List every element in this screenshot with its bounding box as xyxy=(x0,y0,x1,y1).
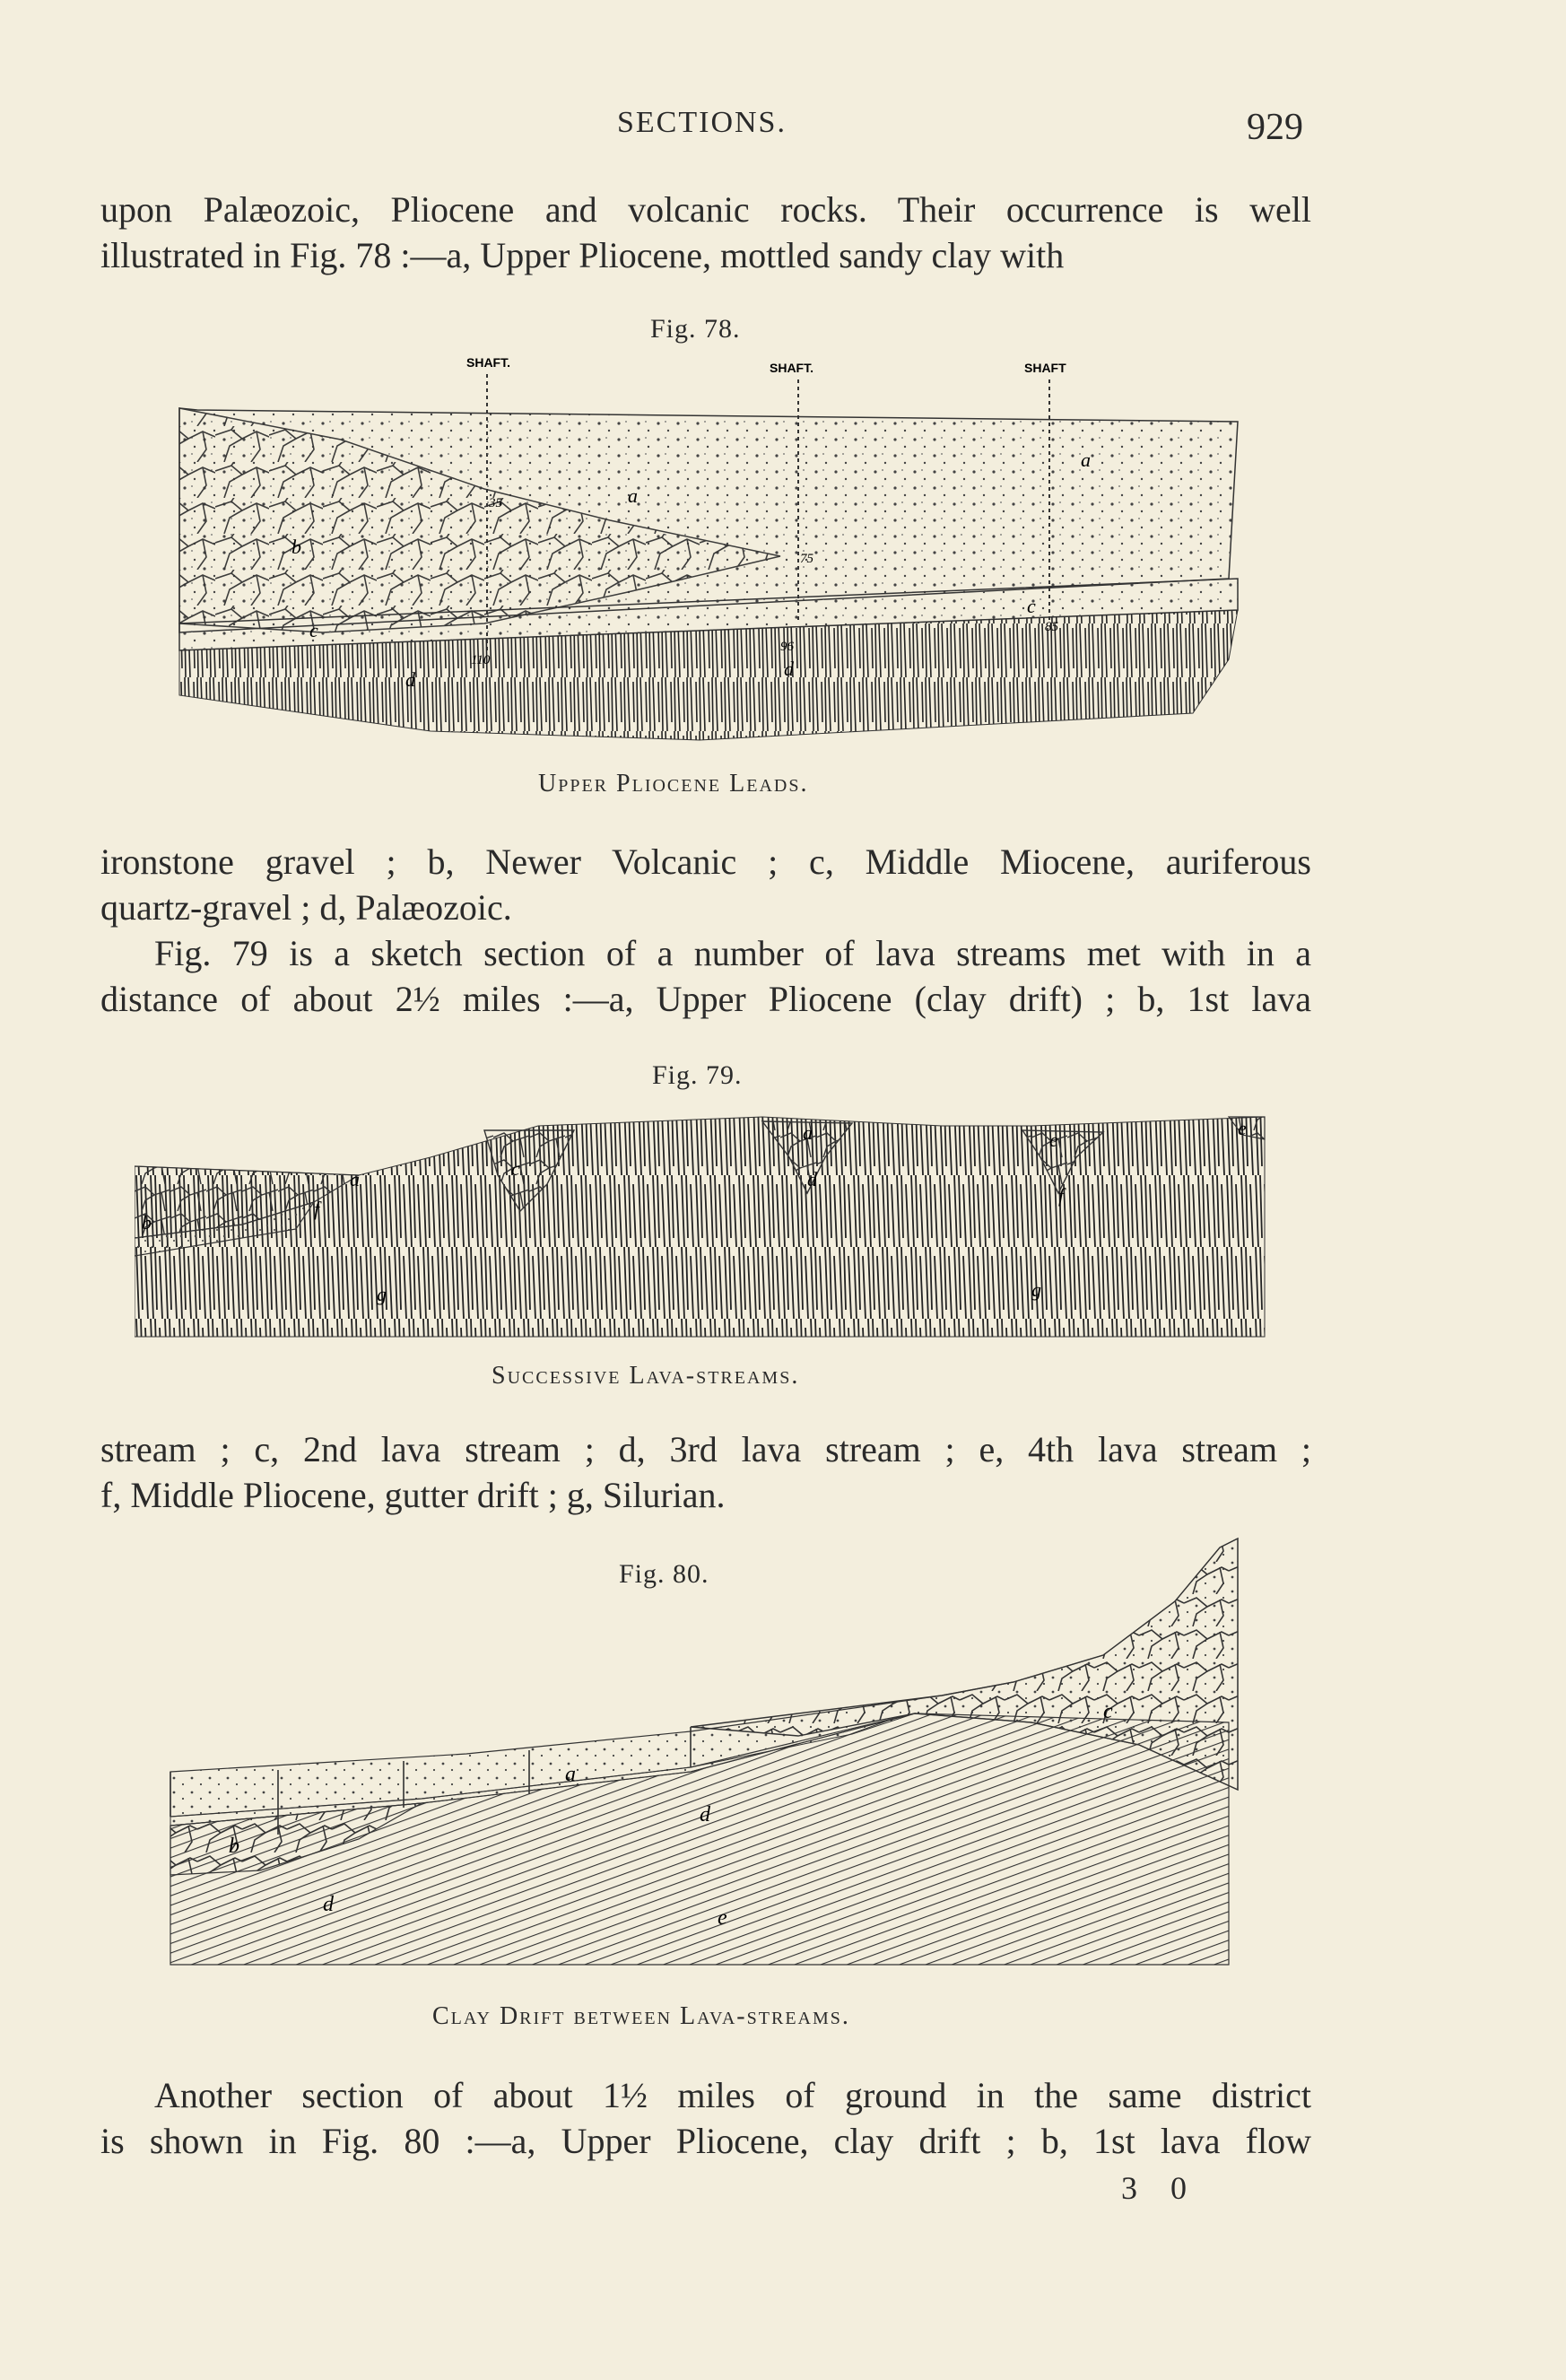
layer-label: b xyxy=(142,1211,152,1234)
depth-label: 75 xyxy=(800,552,813,566)
layer-label: d xyxy=(807,1168,817,1190)
text-line: stream ; c, 2nd lava stream ; d, 3rd lava stream ; e, 4th lava stream ; xyxy=(100,1429,1311,1469)
figure-79-section xyxy=(135,1103,1274,1346)
layer-label: d xyxy=(700,1803,710,1826)
layer-label: g xyxy=(377,1283,387,1305)
layer-label: d xyxy=(323,1893,334,1916)
figure-80-caption: Clay Drift between Lava-streams. xyxy=(432,2002,850,2030)
text-line: f, Middle Pliocene, gutter drift ; g, Silurian. xyxy=(100,1475,726,1515)
figure-78-section xyxy=(161,354,1256,758)
text-line: ironstone gravel ; b, Newer Volcanic ; c, Middle Miocene, auriferous xyxy=(100,841,1311,882)
layer-label: b xyxy=(229,1835,239,1858)
shaft-label: SHAFT. xyxy=(770,361,813,375)
layer-label: c xyxy=(511,1157,520,1180)
layer-label: f xyxy=(1058,1184,1065,1207)
signature-mark: 3 0 xyxy=(1121,2170,1199,2206)
text-line: is shown in Fig. 80 :—a, Upper Pliocene, clay drift ; b, 1st lava flow xyxy=(100,2121,1311,2161)
layer-label: g xyxy=(1031,1278,1041,1301)
layer-label: a xyxy=(350,1168,360,1190)
depth-label: 85 xyxy=(1045,620,1058,634)
layer-label: c xyxy=(1027,595,1036,617)
layer-label: a xyxy=(565,1763,576,1786)
layer-label: a xyxy=(803,1121,813,1144)
layer-label: a xyxy=(628,484,638,507)
layer-label: d xyxy=(405,668,415,691)
layer-label: c xyxy=(1103,1700,1113,1723)
text-line: Fig. 79 is a sketch section of a number of lava streams met with in a xyxy=(154,933,1311,973)
layer-label: e xyxy=(718,1906,727,1930)
layer-label: b xyxy=(291,536,301,558)
layer-label: e xyxy=(1049,1129,1058,1151)
text-line: quartz-gravel ; d, Palæozoic. xyxy=(100,887,512,928)
shaft-label: SHAFT xyxy=(1024,361,1066,375)
text-line: upon Palæozoic, Pliocene and volcanic rocks. Their occurrence is well xyxy=(100,189,1311,230)
layer-label: d xyxy=(784,658,794,680)
figure-78-label: Fig. 78. xyxy=(650,314,741,344)
text-line: Another section of about 1½ miles of ground in the same district xyxy=(154,2075,1311,2115)
figure-80-label: Fig. 80. xyxy=(619,1559,709,1589)
paragraph-2 xyxy=(100,839,1311,1022)
running-title: SECTIONS. xyxy=(617,106,787,139)
depth-label: 96 xyxy=(780,640,794,654)
paragraph-1 xyxy=(100,187,1311,278)
depth-label: 35 xyxy=(489,496,502,510)
paragraph-4 xyxy=(100,2072,1311,2164)
layer-label: f xyxy=(314,1198,320,1220)
figure-80-section xyxy=(152,1530,1247,1969)
paragraph-3 xyxy=(100,1426,1311,1518)
shaft-labels xyxy=(466,355,1066,375)
figure-78-caption: Upper Pliocene Leads. xyxy=(538,770,809,798)
page-number: 929 xyxy=(1247,107,1303,148)
layer-label: a xyxy=(1081,449,1091,471)
figure-79-caption: Successive Lava-streams. xyxy=(492,1362,800,1390)
depth-label: 110 xyxy=(471,653,491,667)
figure-79-label: Fig. 79. xyxy=(652,1060,743,1090)
shaft-label: SHAFT. xyxy=(466,355,510,370)
text-line: illustrated in Fig. 78 :—a, Upper Pliocene, mottled sandy clay with xyxy=(100,235,1065,275)
text-line: distance of about 2½ miles :—a, Upper Pliocene (clay drift) ; b, 1st lava xyxy=(100,979,1311,1019)
layer-label: c xyxy=(309,619,318,641)
layer-label: e xyxy=(1238,1117,1247,1139)
